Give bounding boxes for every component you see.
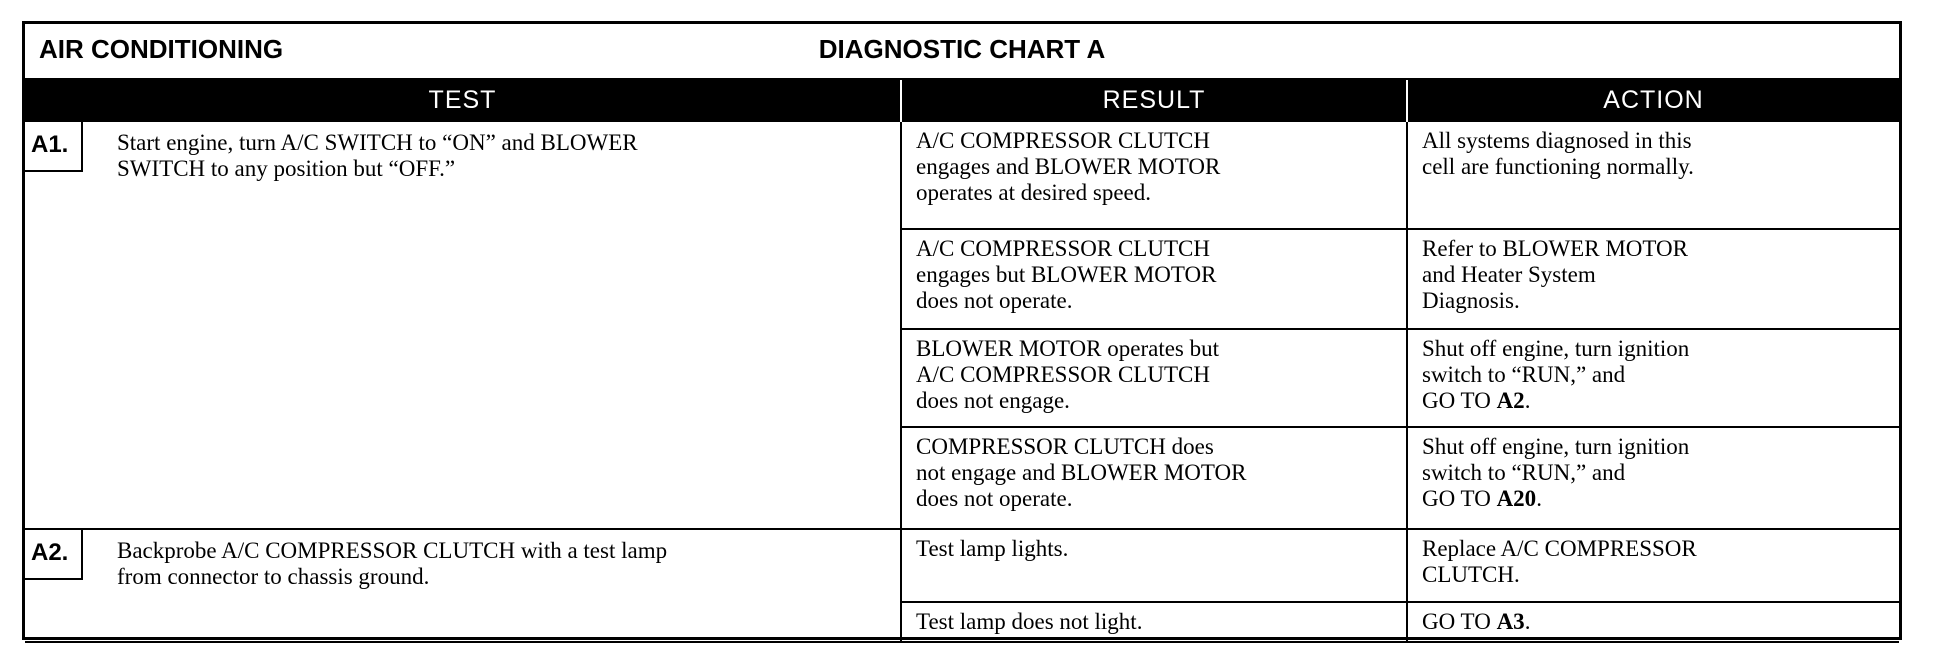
result-text: A/C COMPRESSOR CLUTCH engages but BLOWER MOTOR does not operate. <box>916 236 1217 313</box>
result-cell <box>901 329 1407 427</box>
action-text: Refer to BLOWER MOTOR and Heater System Diagnosis. <box>1422 236 1688 313</box>
result-cell <box>901 427 1407 529</box>
column-header-result: RESULT <box>901 80 1407 121</box>
result-cell <box>901 229 1407 329</box>
goto-period: . <box>1524 609 1531 634</box>
table-row <box>25 529 1899 602</box>
result-text: A/C COMPRESSOR CLUTCH engages and BLOWER MOTOR operates at desired speed. <box>916 128 1221 205</box>
diagnostic-table <box>25 80 1899 643</box>
table-row <box>25 121 1899 229</box>
column-header-row <box>25 80 1899 121</box>
result-cell <box>901 121 1407 229</box>
action-cell <box>1407 529 1899 602</box>
action-text: Replace A/C COMPRESSOR CLUTCH. <box>1422 536 1697 587</box>
action-cell <box>1407 121 1899 229</box>
action-text: All systems diagnosed in this cell are functioning normally. <box>1422 128 1694 179</box>
step-id-a2: A2. <box>25 530 83 580</box>
action-text: GO TO <box>1422 609 1497 634</box>
test-text-a1: Start engine, turn A/C SWITCH to “ON” and BLOWER SWITCH to any position but “OFF.” <box>117 130 638 181</box>
result-text: Test lamp does not light. <box>916 609 1143 634</box>
result-text: Test lamp lights. <box>916 536 1069 561</box>
action-text: Shut off engine, turn ignition switch to “RUN,” and GO TO <box>1422 336 1690 413</box>
goto-period: . <box>1524 388 1531 413</box>
result-cell <box>901 529 1407 602</box>
action-cell <box>1407 329 1899 427</box>
test-cell-a1 <box>25 121 901 529</box>
chart-title: DIAGNOSTIC CHART A <box>818 34 1106 64</box>
goto-step-link: A3 <box>1496 609 1525 634</box>
test-cell-a2 <box>25 529 901 642</box>
result-text: COMPRESSOR CLUTCH does not engage and BLOWER MOTOR does not operate. <box>916 434 1247 511</box>
section-title: AIR CONDITIONING <box>39 34 284 64</box>
action-text: Shut off engine, turn ignition switch to “RUN,” and GO TO <box>1422 434 1690 511</box>
goto-period: . <box>1536 486 1542 511</box>
step-id-a1: A1. <box>25 122 83 172</box>
diagnostic-chart <box>22 21 1902 640</box>
action-cell <box>1407 427 1899 529</box>
action-cell <box>1407 602 1899 642</box>
column-header-action: ACTION <box>1407 80 1899 121</box>
goto-step-link: A2 <box>1496 388 1525 413</box>
chart-header <box>25 24 1899 80</box>
action-cell <box>1407 229 1899 329</box>
result-cell <box>901 602 1407 642</box>
goto-step-link: A20 <box>1496 486 1537 511</box>
test-text-a2: Backprobe A/C COMPRESSOR CLUTCH with a test lamp from connector to chassis ground. <box>117 538 668 589</box>
result-text: BLOWER MOTOR operates but A/C COMPRESSOR CLUTCH does not engage. <box>916 336 1220 413</box>
column-header-test: TEST <box>25 80 901 121</box>
